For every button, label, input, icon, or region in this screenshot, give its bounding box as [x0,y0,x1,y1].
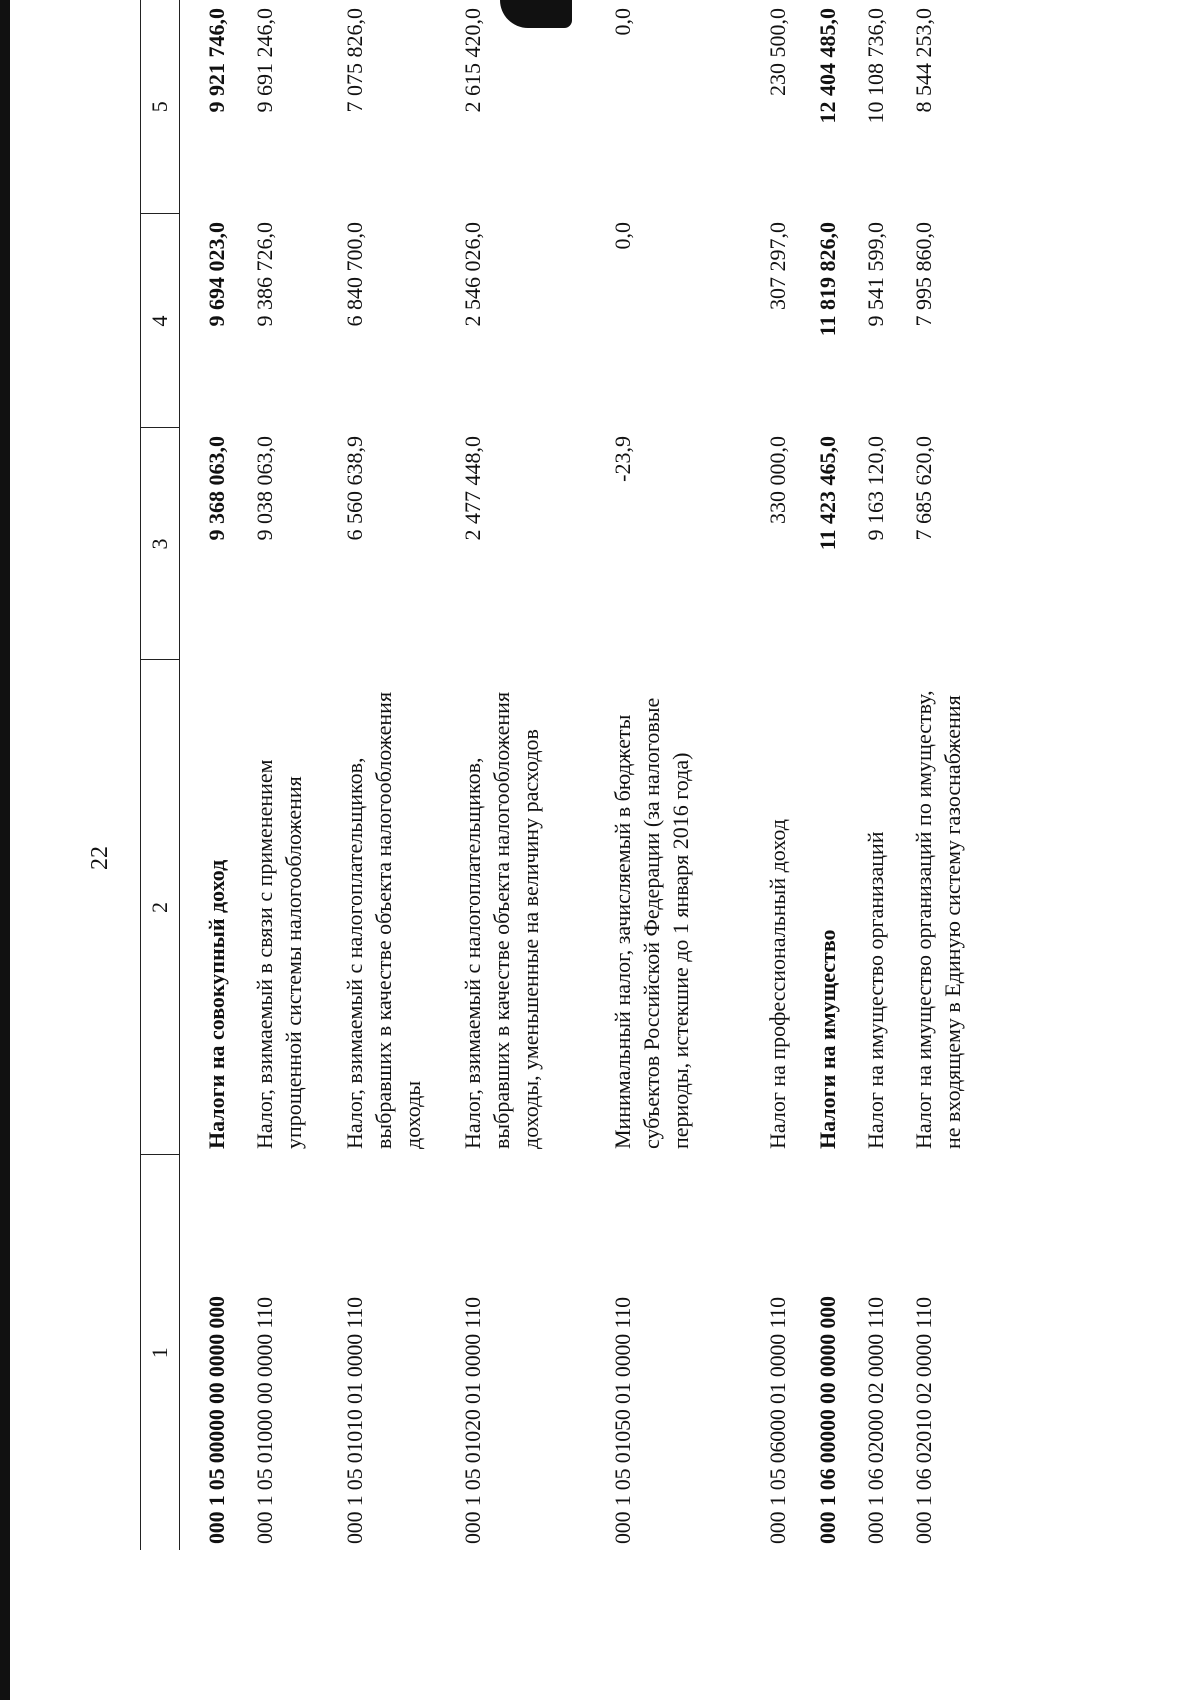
row-value-col-3: 9 038 063,0 [252,436,277,541]
row-value-col-4: 2 546 026,0 [460,222,485,327]
row-value-col-4: 0,0 [610,222,635,250]
row-value-col-4: 11 819 826,0 [815,222,840,337]
row-name: Налог на профессиональный доход [765,819,790,1149]
table-row [861,0,909,1550]
table-row [458,0,608,1550]
row-code: 000 1 05 00000 00 0000 000 [204,1296,229,1544]
table-row [180,0,251,1550]
row-value-col-3: 330 000,0 [765,436,790,524]
row-value-col-5: 10 108 736,0 [863,8,888,124]
row-value-col-4: 6 840 700,0 [342,222,367,327]
row-value-col-4: 9 541 599,0 [863,222,888,327]
row-value-col-5: 230 500,0 [765,8,790,96]
row-value-col-5: 9 921 746,0 [204,8,229,113]
table-row [909,0,1019,1550]
row-name: Налог, взимаемый с налогоплательщиков, выбравших в качестве объекта налогообложения доходы [342,691,425,1149]
row-code: 000 1 05 01000 00 0000 110 [252,1297,277,1544]
row-code: 000 1 06 02010 02 0000 110 [911,1297,936,1544]
table-row [763,0,813,1550]
table-row [250,0,340,1550]
row-value-col-5: 9 691 246,0 [252,8,277,113]
row-value-col-5: 2 615 420,0 [460,8,485,113]
rotated-table-sheet [140,0,1160,1550]
row-value-col-5: 0,0 [610,8,635,36]
row-value-col-3: -23,9 [610,436,635,482]
header-row [141,0,180,1550]
row-value-col-4: 307 297,0 [765,222,790,310]
row-code: 000 1 06 00000 00 0000 000 [815,1296,840,1544]
row-name: Налог на имущество организаций [863,831,888,1149]
row-value-col-5: 7 075 826,0 [342,8,367,113]
row-value-col-4: 7 995 860,0 [911,222,936,327]
row-name: Минимальный налог, зачисляемый в бюджеты субъектов Российской Федерации (за налоговые периоды, истекшие до 1 января 2016 года) [610,697,693,1149]
header-col-2: 2 [141,660,180,1155]
budget-table [140,0,1019,1550]
row-code: 000 1 05 01020 01 0000 110 [460,1297,485,1544]
header-col-1: 1 [141,1155,180,1550]
row-value-col-3: 11 423 465,0 [815,436,840,551]
row-value-col-3: 6 560 638,9 [342,436,367,541]
row-value-col-4: 9 694 023,0 [204,222,229,327]
row-value-col-3: 7 685 620,0 [911,436,936,541]
row-value-col-3: 9 163 120,0 [863,436,888,541]
row-name: Налог, взимаемый с налогоплательщиков, выбравших в качестве объекта налогообложения доходы, уменьшенные на величину расходов [460,691,543,1149]
row-name: Налог на имущество организаций по имуществу, не входящему в Единую систему газоснабжения [911,690,965,1149]
row-value-col-5: 8 544 253,0 [911,8,936,113]
header-col-4: 4 [141,214,180,428]
row-name: Налог, взимаемый в связи с применением упрощенной системы налогообложения [252,759,306,1149]
header-col-5: 5 [141,0,180,214]
row-value-col-3: 9 368 063,0 [204,436,229,541]
row-value-col-4: 9 386 726,0 [252,222,277,327]
row-value-col-3: 2 477 448,0 [460,436,485,541]
table-row [608,0,763,1550]
table-row [813,0,861,1550]
row-name: Налоги на имущество [815,929,840,1149]
row-value-col-5: 12 404 485,0 [815,8,840,124]
table-body [180,0,1020,1550]
page-number: 22 [86,846,113,870]
scan-left-edge [0,0,10,1700]
row-code: 000 1 05 01050 01 0000 110 [610,1297,635,1544]
row-name: Налоги на совокупный доход [204,859,229,1149]
row-code: 000 1 06 02000 02 0000 110 [863,1297,888,1544]
row-code: 000 1 05 01010 01 0000 110 [342,1297,367,1544]
header-col-3: 3 [141,428,180,660]
table-row [340,0,458,1550]
row-code: 000 1 05 06000 01 0000 110 [765,1297,790,1544]
